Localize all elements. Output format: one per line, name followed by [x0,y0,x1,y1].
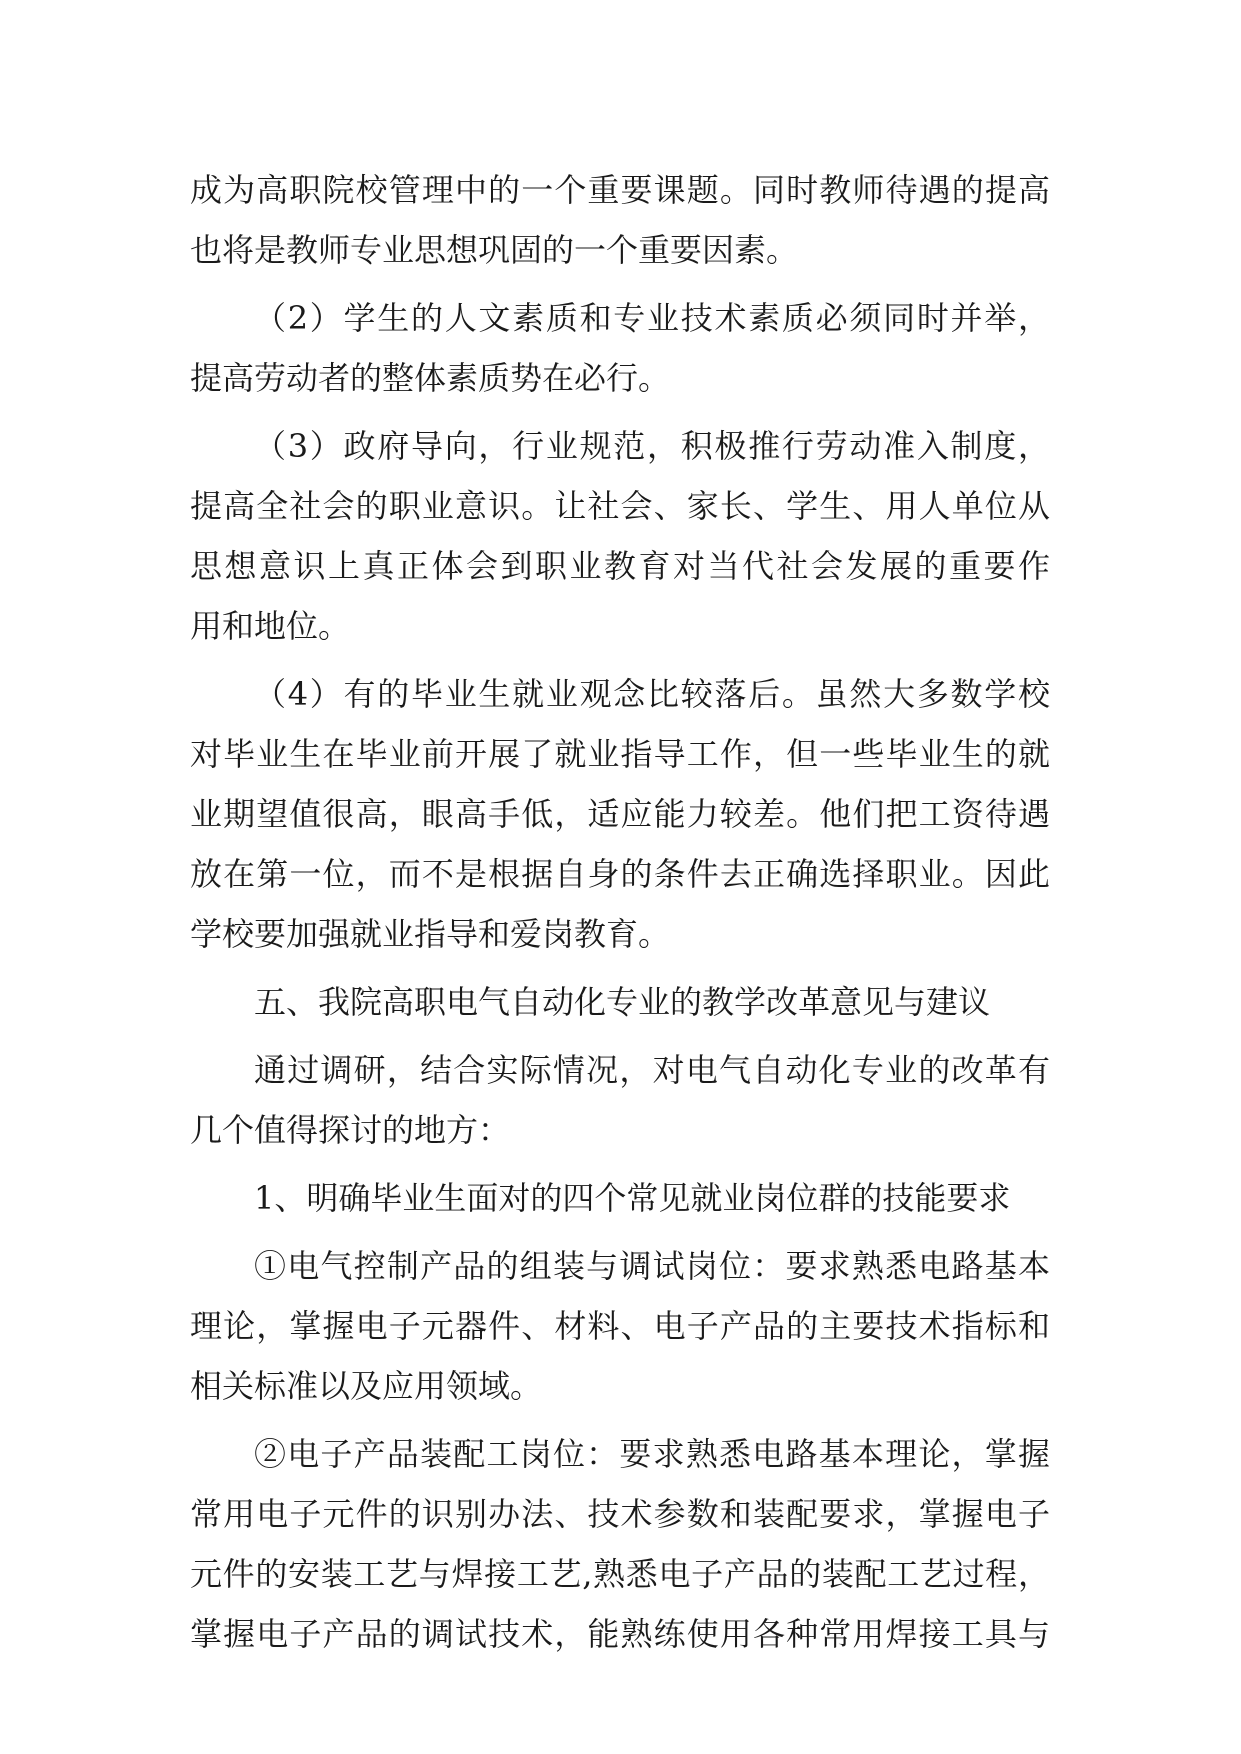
text-line: 相关标准以及应用领域。 [190,1367,543,1405]
paragraph-6 [190,1040,1050,1160]
text-line: 学校要加强就业指导和爱岗教育。 [190,915,671,953]
text-line: 提高全社会的职业意识。让社会、家长、学生、用人单位从 [190,487,1050,525]
text-line: 用和地位。 [190,607,351,645]
paragraph-8 [190,1236,1050,1416]
section-heading [190,972,1050,1032]
text-line: ②电子产品装配工岗位：要求熟悉电路基本理论，掌握 [254,1435,1050,1473]
text-line: 1、明确毕业生面对的四个常见就业岗位群的技能要求 [254,1179,1011,1217]
paragraph-1 [190,160,1050,280]
text-line: 通过调研，结合实际情况，对电气自动化专业的改革有 [254,1051,1050,1089]
paragraph-9 [190,1424,1050,1664]
text-line: 提高劳动者的整体素质势在必行。 [190,359,671,397]
text-line: 也将是教师专业思想巩固的一个重要因素。 [190,231,799,269]
text-line: 理论，掌握电子元器件、材料、电子产品的主要技术指标和 [190,1307,1050,1345]
text-line: （2）学生的人文素质和专业技术素质必须同时并举， [254,299,1050,337]
subheading [190,1168,1050,1228]
text-line: ①电气控制产品的组装与调试岗位：要求熟悉电路基本 [254,1247,1050,1285]
text-line: 放在第一位，而不是根据自身的条件去正确选择职业。因此 [190,855,1050,893]
text-line: 元件的安装工艺与焊接工艺,熟悉电子产品的装配工艺过程， [190,1555,1050,1593]
text-line: 成为高职院校管理中的一个重要课题。同时教师待遇的提高 [190,171,1050,209]
document-body [190,160,1050,1664]
text-line: （4）有的毕业生就业观念比较落后。虽然大多数学校 [254,675,1050,713]
text-line: 五、我院高职电气自动化专业的教学改革意见与建议 [254,983,991,1021]
text-line: 几个值得探讨的地方： [190,1111,511,1149]
text-line: 业期望值很高，眼高手低，适应能力较差。他们把工资待遇 [190,795,1050,833]
text-line: 思想意识上真正体会到职业教育对当代社会发展的重要作 [190,547,1050,585]
paragraph-2 [190,288,1050,408]
text-line: （3）政府导向，行业规范，积极推行劳动准入制度， [254,427,1050,465]
text-line: 对毕业生在毕业前开展了就业指导工作，但一些毕业生的就 [190,735,1050,773]
paragraph-3 [190,416,1050,656]
text-line: 掌握电子产品的调试技术，能熟练使用各种常用焊接工具与 [190,1615,1050,1653]
text-line: 常用电子元件的识别办法、技术参数和装配要求，掌握电子 [190,1495,1050,1533]
paragraph-4 [190,664,1050,964]
